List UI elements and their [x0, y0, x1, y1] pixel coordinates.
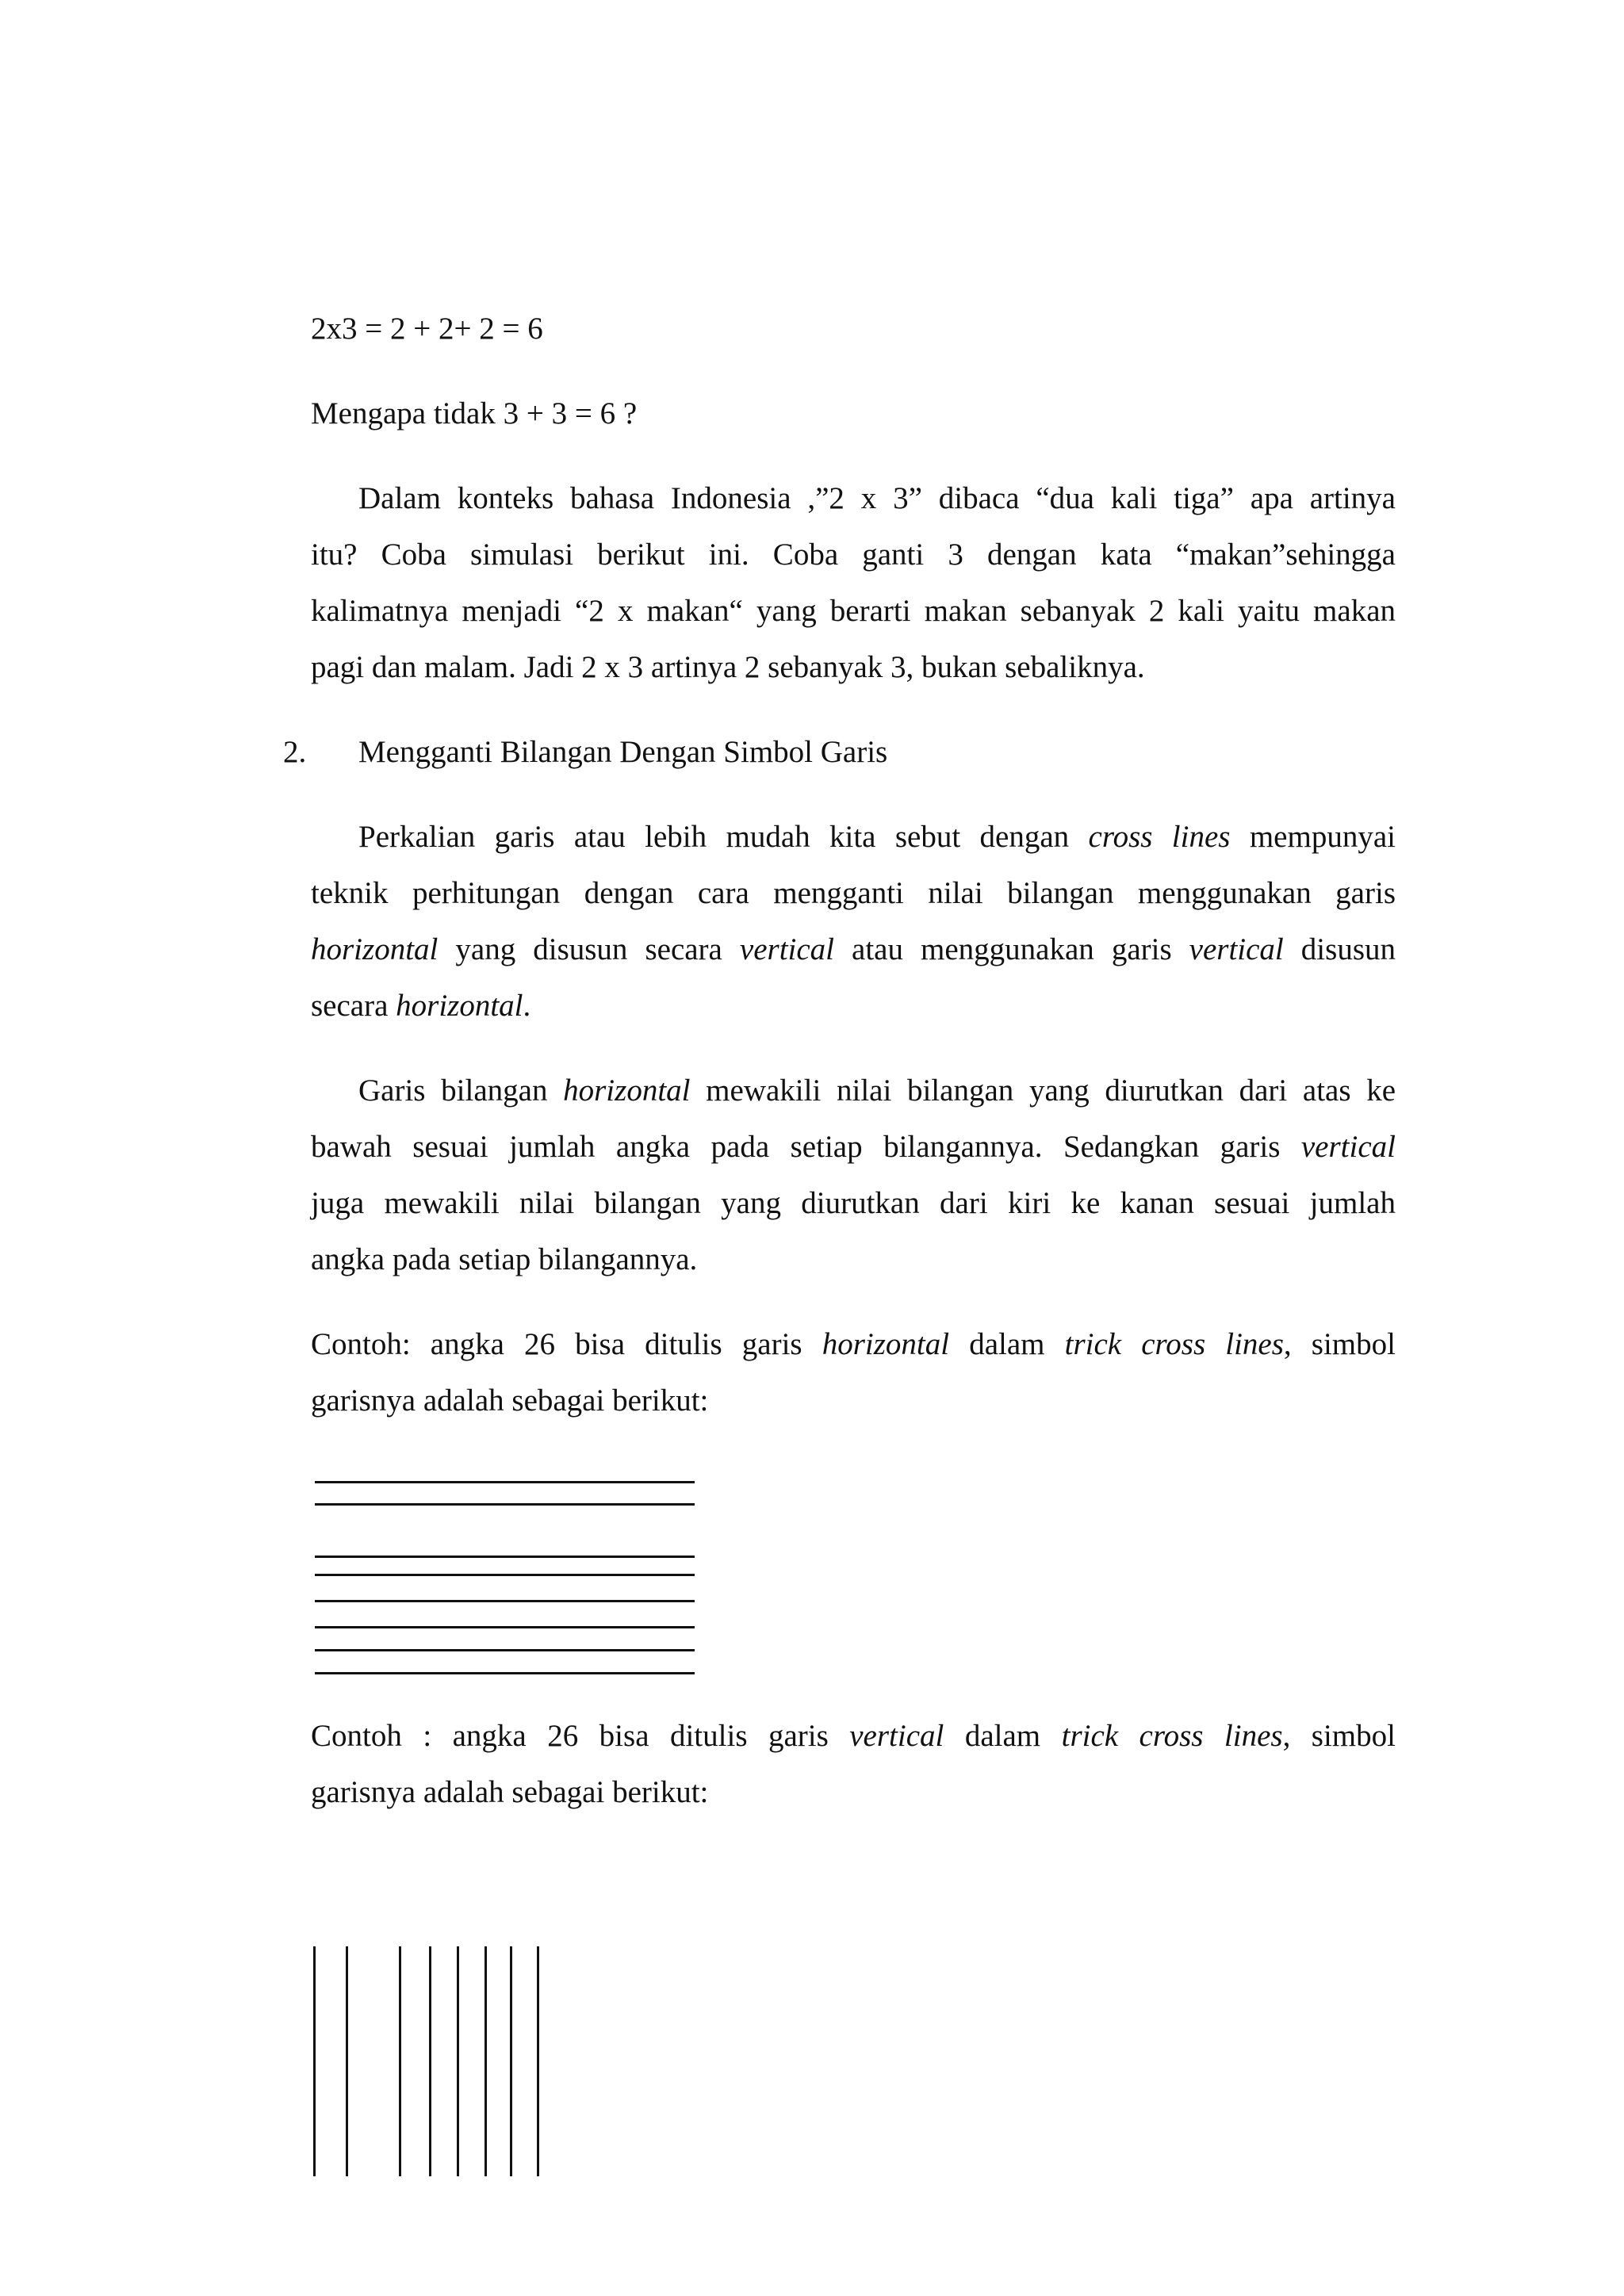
paragraph-line: Perkalian garis atau lebih mudah kita sebut dengan cross lines mempunyai: [358, 820, 1396, 854]
paragraph-line: horizontal yang disusun secara vertical atau menggunakan garis vertical disusun: [311, 932, 1396, 966]
paragraph-line: Contoh: angka 26 bisa ditulis garis horizontal dalam trick cross lines, simbol: [311, 1327, 1396, 1361]
paragraph-line: juga mewakili nilai bilangan yang diurutkan dari kiri ke kanan sesuai jumlah: [311, 1186, 1396, 1220]
paragraph-line: pagi dan malam. Jadi 2 x 3 artinya 2 sebanyak 3, bukan sebaliknya.: [311, 650, 1145, 684]
paragraph-line: teknik perhitungan dengan cara mengganti nilai bilangan menggunakan garis: [311, 876, 1396, 910]
horizontal-line-ones: [315, 1556, 695, 1558]
horizontal-line-ones: [315, 1626, 695, 1628]
horizontal-line-ones: [315, 1574, 695, 1576]
paragraph-line: garisnya adalah sebagai berikut:: [311, 1383, 709, 1418]
horizontal-line-ones: [315, 1649, 695, 1651]
section-number: 2.: [283, 735, 307, 769]
vertical-line-tens: [346, 1946, 348, 2176]
vertical-line-ones: [429, 1946, 431, 2176]
paragraph-line: itu? Coba simulasi berikut ini. Coba ganti 3 dengan kata “makan”sehingga: [311, 538, 1396, 572]
section-title: Mengganti Bilangan Dengan Simbol Garis: [358, 735, 888, 769]
vertical-line-ones: [537, 1946, 539, 2176]
paragraph-line: kalimatnya menjadi “2 x makan“ yang berarti makan sebanyak 2 kali yaitu makan: [311, 594, 1396, 628]
horizontal-line-tens: [315, 1481, 695, 1483]
equation-line: 2x3 = 2 + 2+ 2 = 6: [311, 312, 543, 346]
horizontal-line-ones: [315, 1600, 695, 1602]
paragraph-line: Garis bilangan horizontal mewakili nilai bilangan yang diurutkan dari atas ke: [358, 1073, 1396, 1108]
paragraph-line: garisnya adalah sebagai berikut:: [311, 1775, 709, 1809]
vertical-line-ones: [485, 1946, 487, 2176]
vertical-line-tens: [313, 1946, 316, 2176]
horizontal-line-tens: [315, 1503, 695, 1506]
paragraph-line: Dalam konteks bahasa Indonesia ,”2 x 3” dibaca “dua kali tiga” apa artinya: [358, 481, 1396, 515]
paragraph-line: angka pada setiap bilangannya.: [311, 1242, 698, 1276]
paragraph-line: bawah sesuai jumlah angka pada setiap bilangannya. Sedangkan garis vertical: [311, 1130, 1396, 1164]
horizontal-line-ones: [315, 1672, 695, 1674]
paragraph-line: secara horizontal.: [311, 989, 531, 1023]
question-line: Mengapa tidak 3 + 3 = 6 ?: [311, 396, 638, 430]
vertical-line-ones: [399, 1946, 401, 2176]
paragraph-line: Contoh : angka 26 bisa ditulis garis vertical dalam trick cross lines, simbol: [311, 1719, 1396, 1753]
vertical-line-ones: [510, 1946, 512, 2176]
vertical-line-ones: [457, 1946, 459, 2176]
